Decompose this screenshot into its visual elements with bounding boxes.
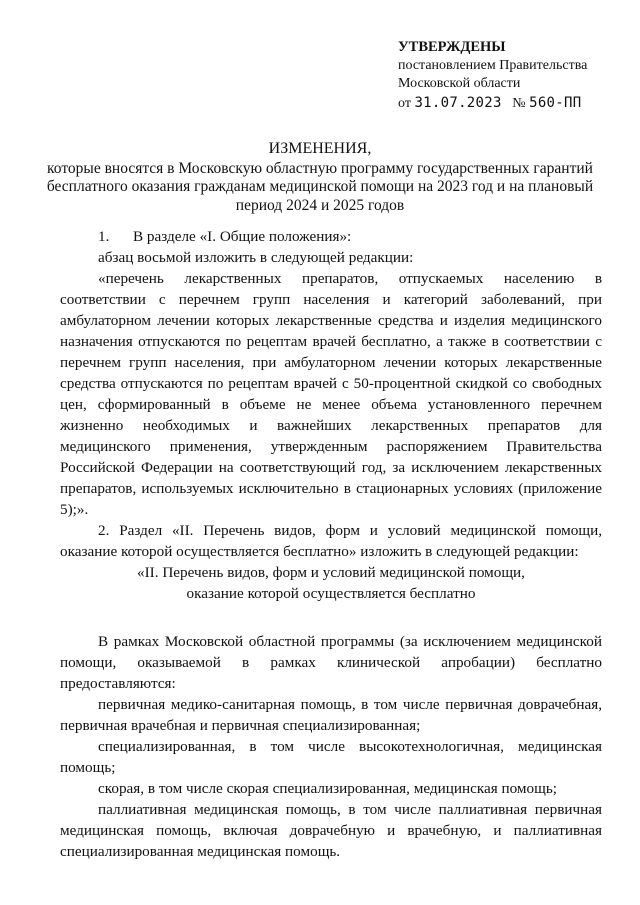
section-2-text: 2. Раздел «II. Перечень видов, форм и условий медицинской помощи, оказание которой осуществляется бесплатно» изложить в следующей редакции: (60, 522, 602, 560)
section-1-instruction: абзац восьмой изложить в следующей редакции: (98, 249, 414, 266)
section-2-intro: В рамках Московской областной программы (за исключением медицинской помощи, оказываемой в рамках клинической апробации) бесплатно предоставляются: (60, 633, 602, 692)
list-item: паллиативная медицинская помощь, в том числе паллиативная первичная медицинская помощь, включая доврачебную и врачебную, и паллиативная специализированная медицинская помощь. (60, 801, 602, 860)
list-item: специализированная, в том числе высокотехнологичная, медицинская помощь; (60, 738, 602, 776)
section-2-heading-line-1: «II. Перечень видов, форм и условий медицинской помощи, (137, 564, 525, 581)
spacer (60, 604, 602, 631)
approval-line-1: постановлением Правительства (398, 57, 588, 73)
list-item: скорая, в том числе скорая специализированная, медицинская помощь; (98, 780, 557, 797)
title-main: ИЗМЕНЕНИЯ, (268, 140, 372, 157)
approval-line-2: Московской области (398, 76, 521, 91)
section-2-heading-line-2: оказание которой осуществляется бесплатно (186, 585, 476, 602)
date-value: 31.07.2023 (414, 94, 502, 111)
section-1-number: 1. (98, 228, 110, 245)
section-1-quote: «перечень лекарственных препаратов, отпускаемых населению в соответствии с перечнем групп населения и категорий заболеваний, при амбулаторном лечении которых лекарственные средства и изделия медицинского назначения отпускаются по рецептам врачей бесплатно, а также в соответствии с перечнем групп населения, при амбулаторном лечении которых лекарственные средства отпускаются по рецептам врачей с 50-процентной скидкой со свободных цен, сформированный в объеме не менее объема установленного перечнем жизненно необходимых и важнейших лекарственных препаратов для медицинского применения, утвержденным распоряжением Правительства Российской Федерации на соответствующий год, за исключением лекарственных препаратов, используемых исключительно в стационарных условиях (приложение 5);». (60, 270, 602, 518)
section-1-heading-text: В разделе «I. Общие положения»: (133, 228, 352, 245)
document-body (60, 226, 602, 862)
document-title (40, 140, 600, 215)
approval-heading: УТВЕРЖДЕНЫ (398, 39, 506, 55)
date-prefix: от (398, 95, 411, 111)
number-sign: № (512, 95, 526, 111)
list-item: первичная медико-санитарная помощь, в том числе первичная доврачебная, первичная врачебная и первичная специализированная; (60, 696, 602, 734)
title-sub: которые вносятся в Московскую областную программу государственных гарантий бесплатного оказания гражданам медицинской помощи на 2023 год и на плановый период 2024 и 2025 годов (46, 159, 594, 214)
number-value: 560-ПП (529, 94, 582, 111)
approval-date-row (398, 94, 633, 114)
approval-stamp-block (398, 38, 633, 113)
section-1-heading (60, 226, 602, 247)
